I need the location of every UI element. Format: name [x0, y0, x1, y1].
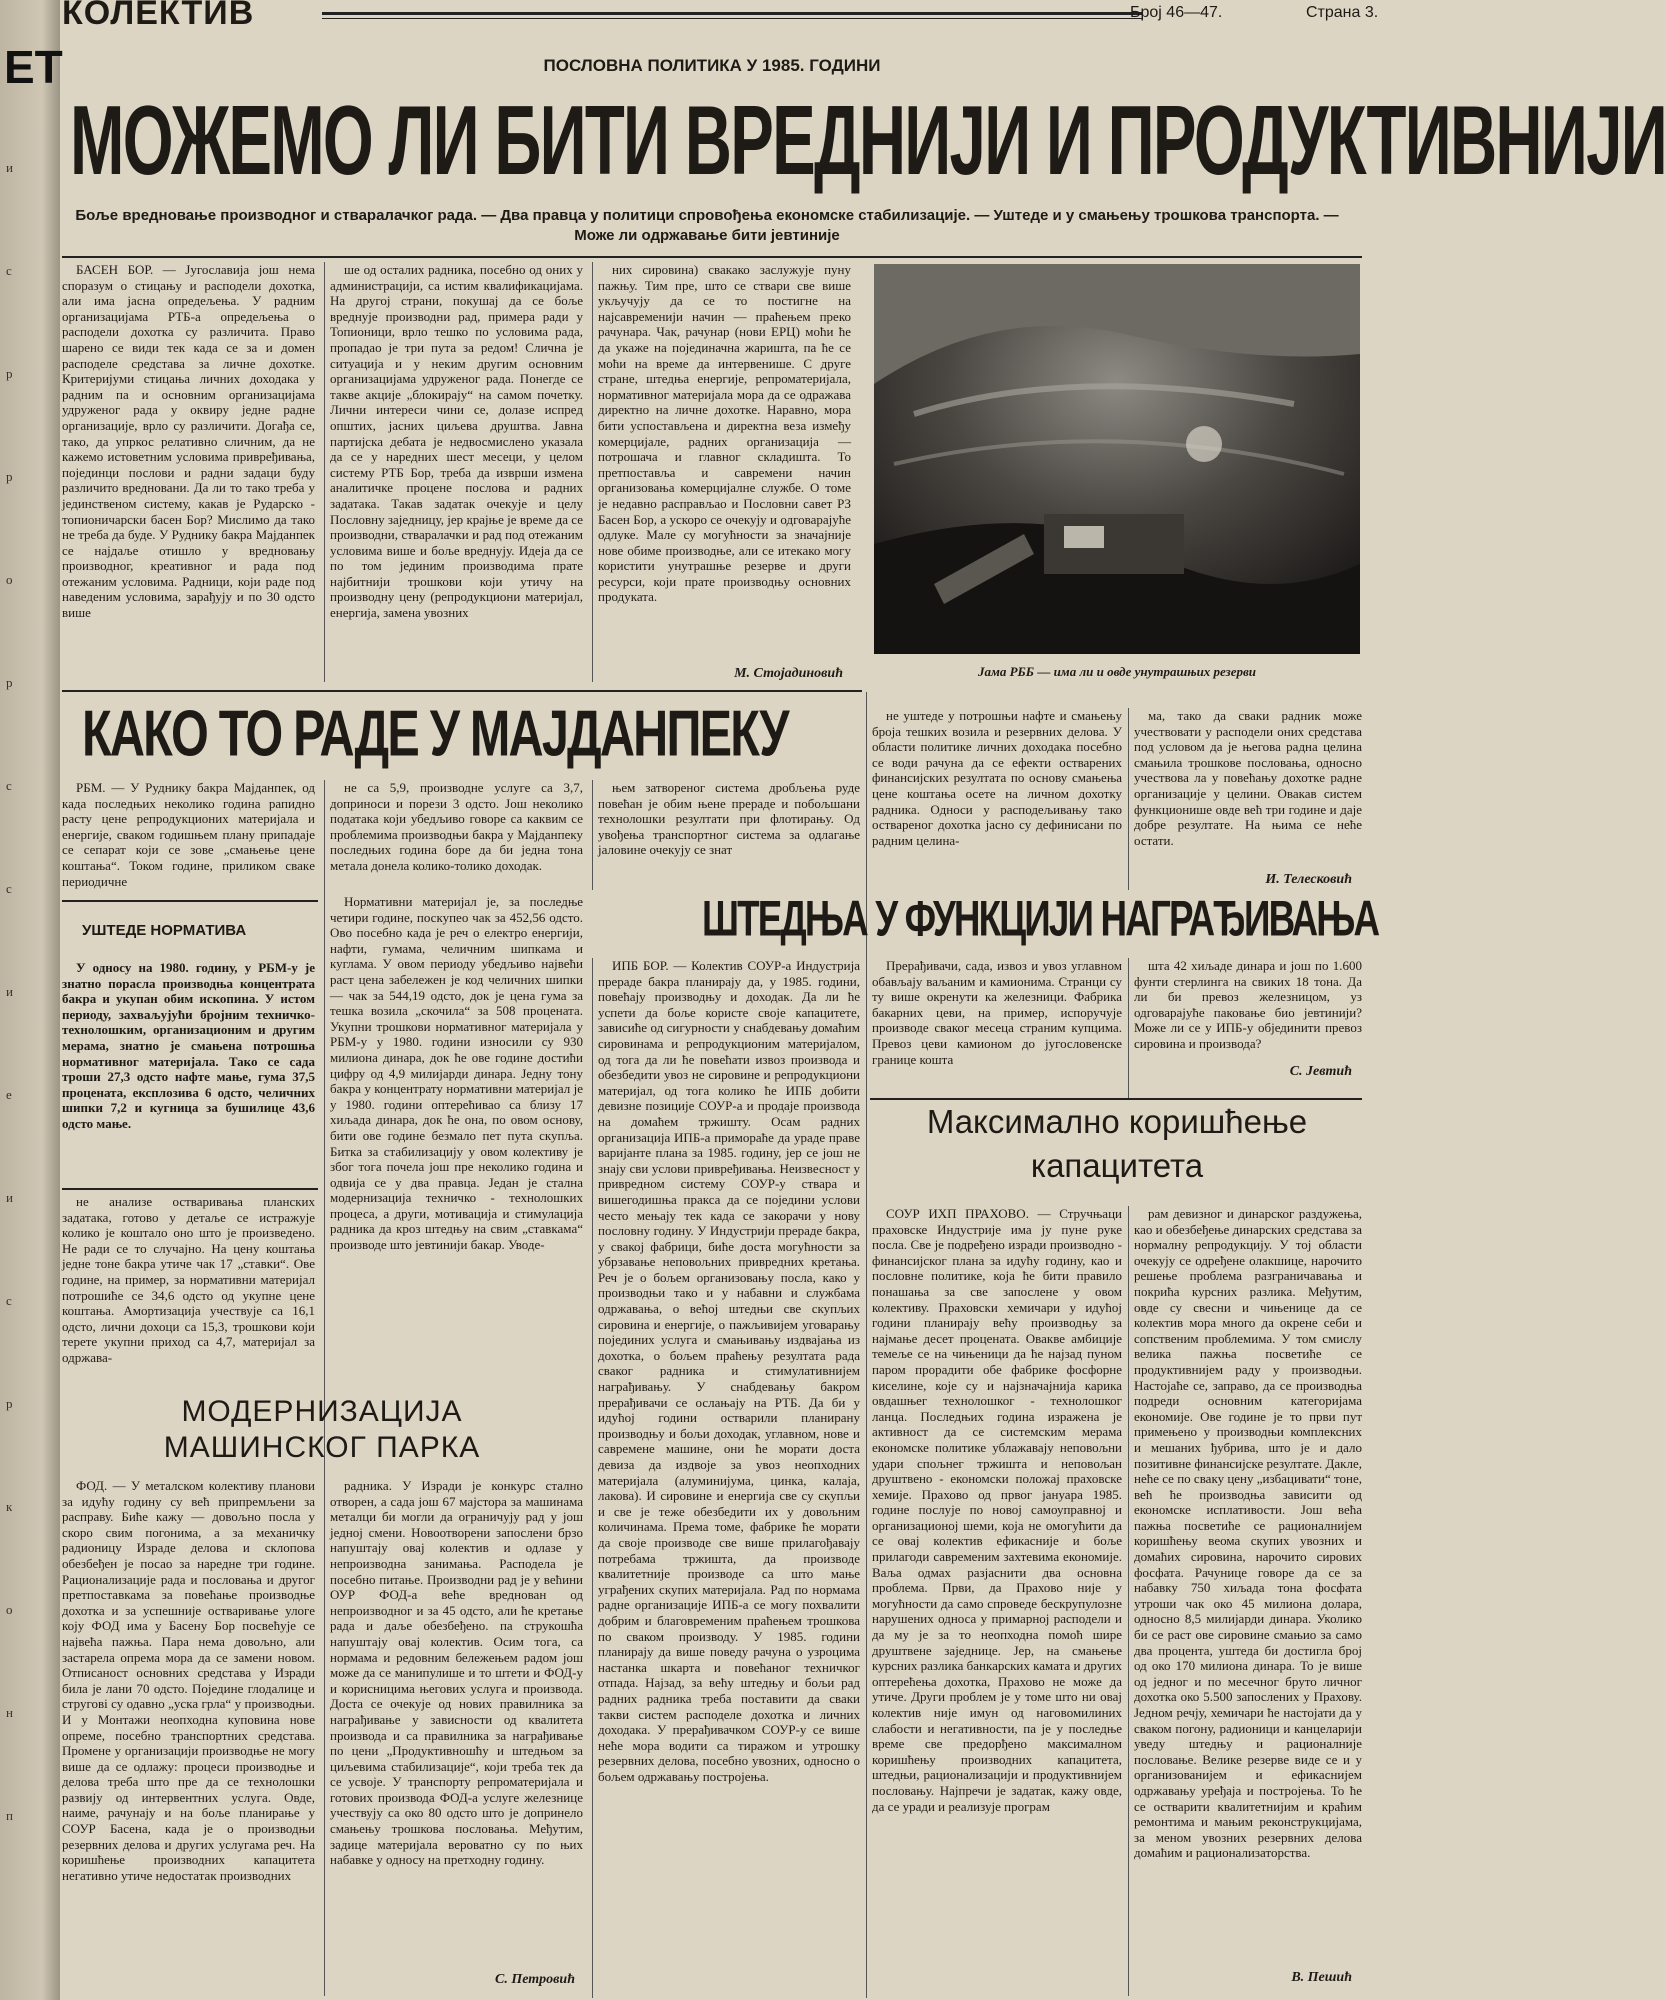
adjacent-page-letters: ET — [4, 41, 63, 93]
article2-text-2top: не са 5,9, производне услуге са 3,7, доприноси и порези 3 одсто. Још неколико података који убедљиво говоре са каквим се проблемима производњи бакра у Мајданпеку последњих година боре да би једна тона метала донела колико-толико доходак. — [330, 780, 583, 873]
column-rule — [592, 958, 593, 1998]
main-headline: МОЖЕМО ЛИ БИТИ ВРЕДНИЈИ И ПРОДУКТИВНИЈИ — [70, 85, 1666, 197]
article3-text-2: Прерађивачи, сада, извоз и увоз углавном обављају ваљаним и камионима. Странци су ту више окренути ка железници. Фабрика бакарних цеви, на пример, испоручује производе сваког месеца страним купцима. Превоз цеви камионом до југословенске границе кошта — [872, 958, 1122, 1067]
article1-text-2: ше од осталих радника, посебно од оних у администрацији, са истим квалификацијама. На другој страни, покушај да се боље вреднује производни рад, примера ради у Топионици, врло тешко по условима рада, пропадао је три пута за редом! Слична је ситуација и у неким другим основним организацијама удруженог рада. Понегде се такве акције „блокирају“ на самом почетку. Лични интереси чини се, долазе испред општих, јасних циљева друштва. Јавна партијска дебата је недвосмислено указала да се у наредних шест месеци, у целом систему РТБ Бор, треба да изврши измена аналитичке процене послова и радних задатака. Такав задатак очекује и целу Пословну заједницу, јер крајње је време да се производни, стваралачки и рад под отежаним условима више и боље вреднују. Идеја да се по том јединим производима прате најбитнији трошкови који утичу на производну цену (репродукциони материјал, енергија, замена увозних — [330, 262, 583, 621]
issue-number: Број 46—47. — [1130, 4, 1223, 21]
adjacent-page-fragment: о — [6, 572, 13, 587]
adjacent-page-fragment: и — [6, 160, 13, 175]
adjacent-page-fragment: п — [6, 1808, 13, 1823]
article1-column-1 — [62, 262, 315, 682]
uštede-box-text — [62, 960, 315, 1180]
article5-text-1: СОУР ИХП ПРАХОВО. — Стручњаци праховске Индустрије има ју пуне руке посла. Све је подређено изради производно - финансијског плана за идућу годину, као и пословне политике, која ће бити правило понашања за све запослене у овом колективу. Праховски хемичари у идућој години планирају већу производњу за најмање десет процената. Овакве амбиције темеље се на чињеници да ће најзад пуном паром прорадити обе фабрике фосфорне киселине, које су и најзначајнија карика овдашњег технолошког - технолошког ланца. Последњих година изражена је активност да се системским мерама економске политике ублажавају неповољни удари спољнег тржишта и неповољан друштвено - економски положај праховске хемије. Прахово од првог јануара 1985. године послује по новој самоуправној и организационој шеми, која не омогућити да се овај колектив ефикасније и боље прилагоди савременим захтевима економије. Ваља одмах разјаснити два основна проблема. Први, да Прахово није у могућности да само спроведе бескрупулозне нарушених односа у примарној расподели и да му је за то неопходна помоћ шире друштвене заједнице. Јер, на смањење курсних разлика банкарских камата и других оптерећења дохотка, Прахово не може да утиче. Други проблем је у томе што ни овај колектив није имун од наговомилиних слабости и негативности, па је у последње време све предорђено максималном коришћењу производних капацитета, штедњи, рационализацији и продуктивнијем пословању. Најпречи је задатак, кажу овде, да се уради и реализује програм — [872, 1206, 1122, 1814]
article-kicker: ПОСЛОВНА ПОЛИТИКА У 1985. ГОДИНИ — [543, 56, 881, 75]
article2-column-2-top — [330, 780, 583, 880]
article3-text-3: шта 42 хиљаде динара и још по 1.600 фунти стерлинга на свиких 18 тона. Да ли би превоз железницом, уз одговарајуће паковање био јевтинији? Може ли се у ИПБ-у објединити превоз сировина и производа? — [1134, 958, 1362, 1051]
column-rule — [1128, 1206, 1129, 1996]
article2-lead-text: РБМ. — У Руднику бакра Мајданпек, од када последњих неколико година рапидно расту цене репродукционих материјала и енергије, сваком годишњем плану припадаје се сепарат који се зове „смањење цене коштања“. Током године, приликом свакe периодичне — [62, 780, 315, 889]
article4-headline: МОДЕРНИЗАЦИЈА МАШИНСКОГ ПАРКА — [163, 1395, 481, 1464]
article2-text-2: Нормативни материјал је, за последње четири године, поскупео чак за 452,56 одсто. Ово посебно када је реч о електро енергији, нафти, гумама, челичним шипкама и куглама. У овом периоду убедљиво највећи раст цена забележен је код челичних шипки — чак за 544,19 одсто, док је цена гума за тешка возила „скочила“ за 508 процената. Укупни трошкови нормативног материјала у РБМ-у у 1980. години износили су 930 милиона динара, док ће ове године достићи цифру од 4,9 милијарди динара. Једну тону бакра у концентрату нормативни материјал је у 1980. години оптерећивао са близу 17 хиљада динара, док ће она, по овом основу, бити ове године безмало пет пута скупља. Битка за стабилизацију у овом колективу је због тога почела још пре неколико година и одвија се у два правца. Један је стална модернизација техничко - технолошких процеса, а други, мотивација и стимулација радника да кроз штедњу на свим „ставкама“ производе што јевтинији бакар. Уводе- — [330, 894, 583, 1253]
article2-text-4: не уштеде у потрошњи нафте и смањењу броја тешких возила и резервних делова. У области политике личних доходака посебно се води рачуна да се ефекти остварених финансијских резултата по основу смањења цене коштања осете на личном дохотку радника. Односи у расподељивању тако оствареног дохотка јасно су дефинисани по радним целина- — [872, 708, 1122, 848]
masthead — [62, 0, 1413, 32]
column-rule — [1128, 958, 1129, 1098]
adjacent-page-fragment: н — [6, 1705, 13, 1720]
box-rule-top — [62, 900, 318, 902]
adjacent-page-fragment: и — [6, 1190, 13, 1205]
masthead-rule — [322, 12, 1142, 19]
article3-signature: С. Јевтић — [1289, 1064, 1352, 1079]
article5-signature: В. Пешић — [1291, 1970, 1352, 1985]
page-number: Страна 3. — [1306, 4, 1379, 21]
article4-column-2 — [330, 1478, 583, 1968]
article4-text-2: радника. У Изради је конкурс стално отворен, а сада још 67 мајстора за машинама металци би могли да ограничују рад у још једној смени. Новоотворени запослени брзо напуштају овај колектив и одлазе у непроизводна занимања. Расподела је посебно питање. Производни рад је у већини ОУР ФОД-а веће вреднован од непроизводног и за 45 одсто, али ће кретање рада и даље обезбеђено. па струкошћа напуштају овај колектив. Осим тога, са нормама и редовним бележењем радом још може да се манипулише и то штети и ФОД-у и корисницима његових услуга и производа. Доста се очекује од нових правилника за награђивање у зависности од квалитета производа и са правилника за награђивање по цени „Продуктивношћу и штедњом за циљевима стабилизације“, који треба тек да се усвоје. У транспорту репроматеријала и готових производа ФОД-а услуге железнице учествују са око 80 одсто што је допринело смањењу трошкова пословања. Међутим, задице материјала вероватно су по њих набавке у односу на претходну годину. — [330, 1478, 583, 1868]
article1-signature: М. Стојадиновић — [734, 666, 843, 681]
adjacent-page-fragment: с — [6, 263, 12, 278]
adjacent-page-fragment: р — [6, 675, 13, 690]
uštede-box-title: УШТЕДЕ НОРМАТИВА — [82, 922, 247, 939]
column-rule — [1128, 708, 1129, 890]
adjacent-page-fragment: р — [6, 469, 13, 484]
article2-lead — [62, 780, 315, 890]
article3-headline-wrap — [702, 884, 1379, 954]
article1-text-3: них сировина) свакако заслужује пуну пажњу. Тим пре, што се ствари све више укључују да се то постигне на најсавременији начин — праћењем преко рачунара. Чак, рачунар (нови ЕРЦ) моћи ће да укаже на појединачна жаришта, па ће се моћи на време да интервенише. С друге стране, штедња енергије, репроматеријала, нормативног материјала мора да се одражава директно на личне дохотке. Наравно, мора бити успостављена и директна веза између комерцијале, радних организација — потрошача и главног складишта. То претпоставља и савремени начин организовања комерцијалне службе. О томе је недавно расправљао и Пословни савет РЗ Басен Бор, а ускоро се очекују и одговарајуће одлуке. Мале су могућности за значајније нове обиме производње, али се итекако могу користити унутрашње резерве и други ресурси, који прате производњу основних продуката. — [598, 262, 851, 605]
deck-rule — [62, 256, 1362, 258]
adjacent-page-fragment: е — [6, 1087, 12, 1102]
article5-text-2: рам девизног и динарског раздужења, као и обезбеђење динарских средстава за нормалну репродукцију. У тој области очекују се одређене олакшице, нарочито решење проблема разграничавања и покрића курсних разлика. Међутим, овде су свесни и чињенице да се колектив мора много да окрене себи и сопственим проблемима. У том смислу велика пажња посветиће се продуктивнијем раду у производњи. Настојаће се, заправо, да се производња подреди основним категоријама економије. Ове године је то први пут примењено у производњи комплексних и мешаних ђубрива, што је и дало позитивне финансијске резултате. Дакле, неће се по сваку цену „избацивати“ тоне, већ ће производња зависити од економске исплативости. Још већа пажња посветиће се рационалнијем коришћењу веома скупих увозних и домаћих сировина, нарочито сирових фосфата. Рачунице говоре да се за набавку 750 хиљада тона фосфата утроши чак око 45 милиона долара, односно 8,5 милијарди динара. Уколико би се раст ове сировине смањио за само два процента, уштеда би достигла број од око 170 милиона динара. То је више од једног и по месечног бруто личног дохотка око 5.500 запослених у Прахову. Једном речју, хемичари ће настојати да у сваком погону, радионици и канцеларији уведу штедњу и рационалније пословање. Велике резерве виде се и у организованијем и ефикаснијем одржавању уређаја и постројења. То ће се остварити квалитетнијим и краћим ремонтима и мањим реконструкцијама, за меном увозних резервних делова домаћим и рационализаторства. — [1134, 1206, 1362, 1861]
article4-text-1: ФОД. — У металском колективу планови за идућу годину су већ припремљени за расправу. Биће кажу — довољно посла у скоро свим погонима, а за механичку радионицу Израде делова и склопова обезбеђен је посао за наредне три године. Рационализације рада и пословања и другог претпоставкама за повећање производње дохотка и за успешније остваривање улоге коју ФОД има у Басену Бор посвећује се највећа пажња. Пара нема довољно, али застарела опрема мора да се замени новом. Отписаност основних средстава у Изради била је лани 70 одсто. Поједине глодалице и струговi су одавно „уска грла“ у производњи. И у Монтажи неопходна куповина нове опреме, посебно транспортних средстава. Промене у организацији производње не могу више да се одлажу: процеси производње и делова треба што пре да се технолошки развију од интервентних услуга. Овде, наиме, рачунају и на боље планирање у СОУР Басена, кадa је о производњи резервних делова и других услугама реч. На коришћење производних капацитета негативно утиче недостатак производних — [62, 1478, 315, 1883]
article3-column-1 — [598, 958, 860, 1958]
article3-column-3 — [1134, 958, 1362, 1058]
adjacent-page-fragment: с — [6, 778, 12, 793]
article5-column-2 — [1134, 1206, 1362, 1966]
main-headline-wrap — [70, 70, 1666, 197]
article4-column-1 — [62, 1478, 315, 1996]
article1-column-3 — [598, 262, 851, 662]
article2-headline: КАКО ТО РАДЕ У МАЈДАНПЕКУ — [82, 698, 788, 770]
column-rule — [324, 262, 325, 682]
article1-column-2 — [330, 262, 583, 682]
uštede-text: У односу на 1980. годину, у РБМ-у је знатно порасла производња концентрата бакра и укупан обим ископина. У истом периоду, захваљујући бројним техничко-технолошким, организационим и другим мерама, знатно је смањена потрошња нормативног материјала. Тако се сада троши 27,3 одсто нафте мање, гума 37,5 процената, експлозива 6 одсто, челичних шипки 7,2 и кугница за бушилице 43,6 одсто мање. — [62, 960, 315, 1131]
article2-text-3: њем затвореног система дробљења руде повећан је обим њене прераде и побољшани технолошки резултати при флотирању. Од увођења транспортног система за одлагање јаловине очекују се знат — [598, 780, 860, 858]
adjacent-page-strip — [0, 0, 63, 2000]
adjacent-page-fragment: о — [6, 1602, 13, 1617]
article3-column-2 — [872, 958, 1122, 1108]
adjacent-page-fragment: с — [6, 881, 12, 896]
article2-column-4 — [872, 708, 1122, 874]
newspaper-logo: КОЛЕКТИВ — [62, 0, 255, 32]
mine-tunnel-image — [874, 264, 1360, 654]
article5-headline: Максимално коришћење капацитета — [926, 1103, 1308, 1184]
article2-column-2 — [330, 894, 583, 1414]
article5-column-1 — [872, 1206, 1122, 1996]
newspaper-page — [62, 0, 1666, 2000]
article3-headline: ШТЕДЊА У ФУНКЦИЈИ НАГРАЂИВАЊА — [702, 891, 1379, 947]
article2-signature: И. Телесковић — [1265, 872, 1352, 887]
article2-column-1-continued — [62, 1194, 315, 1388]
column-rule — [592, 780, 593, 890]
adjacent-page-fragment: к — [6, 1499, 13, 1514]
article2-text-1b: не анализе остваривања планских задатака, готово у детаље се истражује колико је коштало оно што је произведено. Не ради се то случајно. На цену коштања једне тоне бакра утиче чак 17 „ставки“. Ове године, на пример, за нормативни материјал потрошиће се 34,6 одсто од укупне цене коштања. Амортизација учествује са 16,1 одсто, лични дохоци са 15,3, трошкови који терете укупни приход са 4,7, материјал за одржава- — [62, 1194, 315, 1365]
adjacent-page-fragment: и — [6, 984, 13, 999]
article2-column-3 — [598, 780, 860, 874]
article2-headline-wrap — [82, 692, 882, 776]
article4-signature: С. Петровић — [495, 1972, 575, 1987]
mine-photo — [874, 264, 1360, 654]
article1-text-1: БАСЕН БОР. — Југославија још нема споразум о стицању и расподели дохотка, али има јасна опредељења. У радним организацијама РТБ-а опредељења о расподели дохотка су различита. Право шарено се види тек када се за и домен расподеле средстава за личне дохотке. Критеријуми стицања личних доходака у радним па и основним организацијама удруженог рада у оквиру једне радне организације, врло су различити. Догађа се, тако, да упркос релативно сличним, да не кажемо истоветним условима привређивања, појединци послови и радни задаци буду различито вредновани. Да ли то тако треба у јединственом систему, какав је Рударско - топионичарски басен Бор? Мислимо да тако не треба да буде. У Руднику бакра Мајданпек се најдаље отишло у вредновању производног, креативног и рада под отежаним условима. Радници, који раде под наведеним условима, зарађују и по 30 одсто више — [62, 262, 315, 621]
column-rule — [866, 692, 867, 1002]
adjacent-page-fragment: р — [6, 366, 13, 381]
article2-column-5 — [1134, 708, 1362, 868]
article3-text-1: ИПБ БОР. — Колектив СОУР-а Индустрија прераде бакра планирају да, у 1985. години, повећају производњу и доходак. Да ли ће успети да боље користе своје капацитете, зависиће од сигурности у снабдевању домаћим сировинама и репродукционим материјалом, од тога да ли ће повећати извоз производа и обезбедити увоз не сировине и репродукциони материјал, од тога колико ће ИПБ добити девизне позиције СОУР-а и продаје производа на домаћем тржишту. Осам радних организација ИПБ-а примораће да ураде праве варијанте плана за 1985. годину, јер се још не знају сви услови привређивања. Неизвесност у привредном систему СОУР-у ствара и вишегодишња пракса да се поједини услови често мењају тек када се закорачи у нову пословну годину. У Индустрији прераде бакра, у свакој фабрици, биће доста могућности за убрзавање неповољних привредних кретања. Реч је о бољем организовању посла, како у производњи тако и у набавни и службама одржавања, о већој штедњи све скупљих сировина и енергије, о пажљивијем уговарању појединих услуга и смањивању издвајања из дохотка, о бољем праћењу резултата рада сваког радника и стимулативнијем награђивању. У снабдевању бакром прерађивачи се ослањају на РТБ. Да би у идућој години остварили планирану производњу и бољи доходак, углавном, нове и савремене машине, они ће морати доста девиза да издвоје за увоз неопходних материјала (алуминијума, цинка, калаја, лакова). И сировине и енергија све су скупљи и све је теже обезбедити их у довољним количинама. Према томе, фабрике ће морати да своје производе све више прилагођавају потребама тржишта, да производе квалитетније производе са што мање уграђених скупих материјала. Рад по нормама радне организације ИПБ-а се могу похвалити добрим и благовременим праћењем трошкова по сваком производу. У 1985. години планирају да више поведу рачуна о узроцима настанка шкарта и повећаног техничког отпада. Најзад, за већу штедњу и бољи рад радних радника треба поставити да сваки такви систем расподеле дохотка и личних доходака. У прерађивачком СОУР-у се више неће мора водити са тиражом и утрошку резервних делова, посебно увозних, односно о бољем одржавању постројења. — [598, 958, 860, 1784]
column-rule — [324, 1478, 325, 1996]
photo-caption: Јама РББ — има ли и овде унутрашњих резерви — [977, 664, 1257, 679]
adjacent-page-fragment: с — [6, 1293, 12, 1308]
article2-text-5: ма, тако да сваки радник може учествовати у расподели оних средстава под условом да је његова радна целина смањила трошкове пословања, односно учествова ла у повећању дохотке радне организације у целини. Овакав систем функционише овде већ три године и даје добре резултате. На њима се неће остати. — [1134, 708, 1362, 848]
article-deck: Боље вредновање производног и стваралачког рада. — Два правца у политици спровођења економске стабилизације. — Уштеде и у смањењу трошкова транспорта. — Може ли одржавање бити јевтиније — [75, 207, 1339, 244]
column-rule — [866, 958, 867, 1998]
column-rule — [592, 262, 593, 682]
adjacent-page-fragment: р — [6, 1396, 13, 1411]
box-rule-bottom — [62, 1188, 318, 1190]
adjacent-page-fragments — [6, 160, 50, 1980]
